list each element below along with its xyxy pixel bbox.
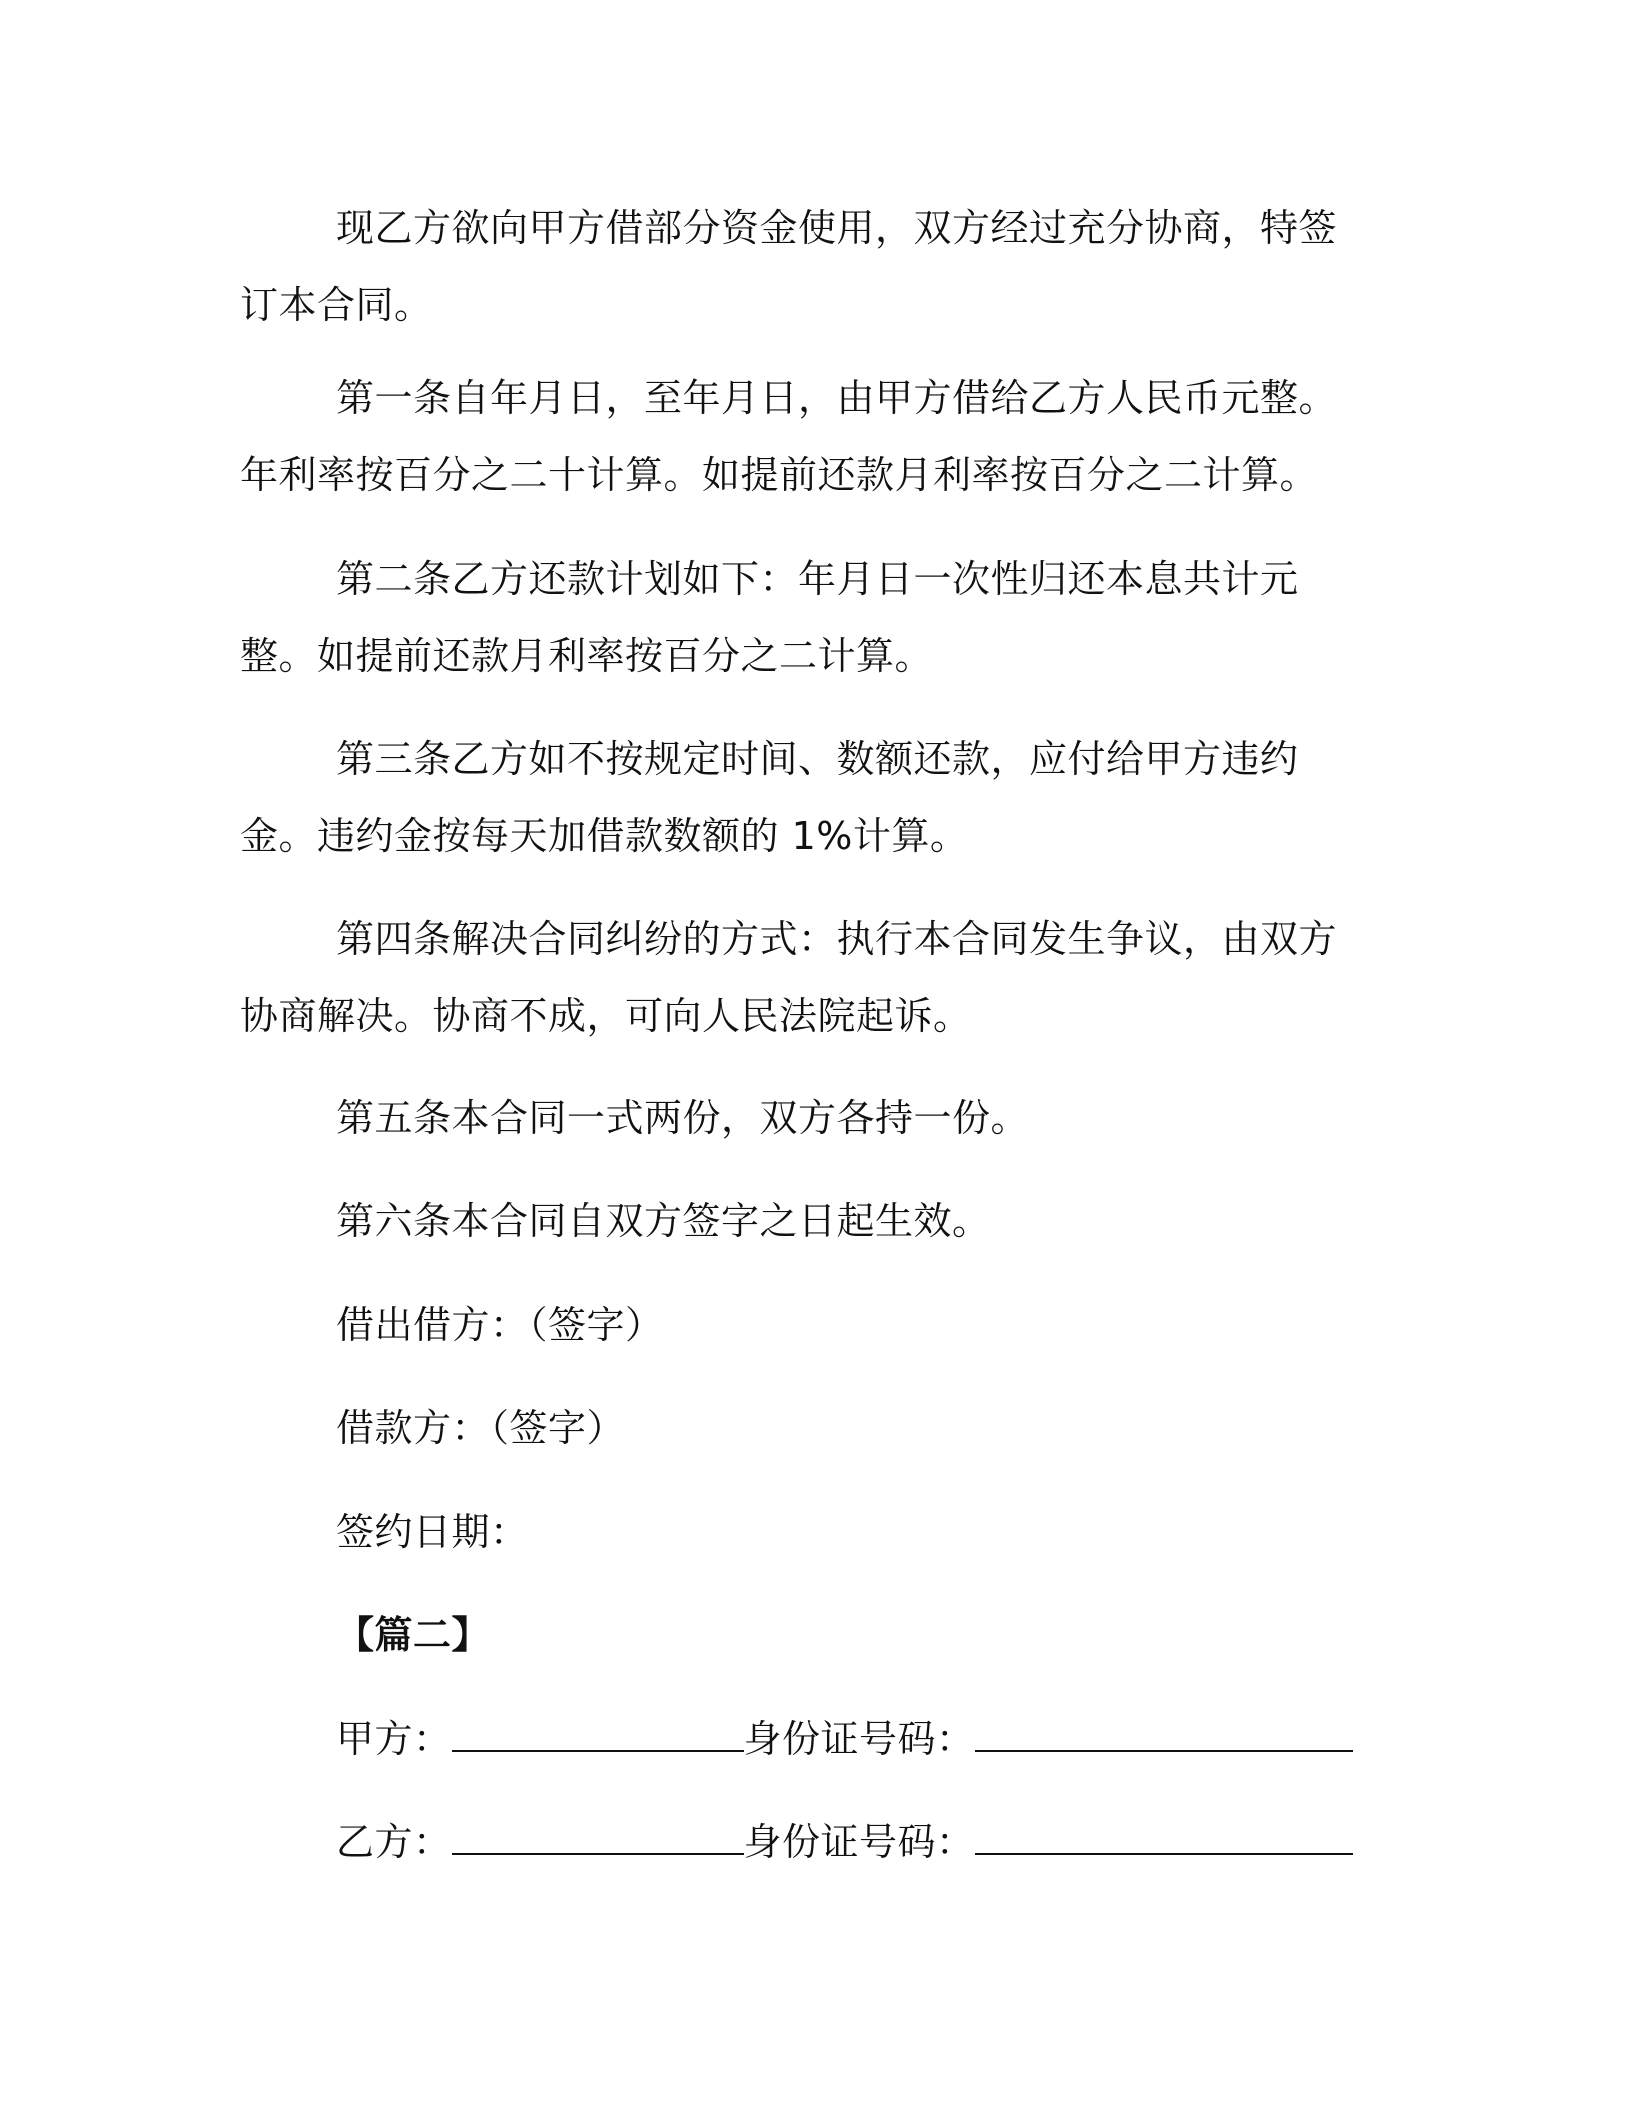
paragraph-article-6: 第六条本合同自双方签字之日起生效。 xyxy=(336,1199,991,1243)
paragraph-article-1: 第一条自年月日，至年月日，由甲方借给乙方人民币元整。年利率按百分之二十计算。如提前还款月利率按百分之二计算。 xyxy=(240,376,1338,497)
party-a-id-label: 身份证号码： xyxy=(743,1717,975,1761)
party-b-name-blank xyxy=(452,1823,744,1855)
party-a-name-blank xyxy=(452,1720,744,1752)
paragraph-article-2: 第二条乙方还款计划如下：年月日一次性归还本息共计元整。如提前还款月利率按百分之二计算。 xyxy=(240,557,1299,678)
party-b-row xyxy=(336,1817,1353,1867)
party-b-id-label: 身份证号码： xyxy=(743,1820,975,1864)
section-heading: 【篇二】 xyxy=(336,1613,491,1657)
party-a-id-blank xyxy=(975,1720,1353,1752)
lender-signature-line: 借出借方：（签字） xyxy=(336,1303,664,1347)
party-b-id-blank xyxy=(975,1823,1353,1855)
party-a-row xyxy=(336,1714,1353,1764)
party-b-label: 乙方： xyxy=(336,1820,452,1864)
paragraph-article-4: 第四条解决合同纠纷的方式：执行本合同发生争议，由双方协商解决。协商不成，可向人民法院起诉。 xyxy=(240,917,1338,1038)
paragraph-intro: 现乙方欲向甲方借部分资金使用，双方经过充分协商，特签订本合同。 xyxy=(240,206,1338,327)
paragraph-article-3: 第三条乙方如不按规定时间、数额还款，应付给甲方违约金。违约金按每天加借款数额的 1%计算。 xyxy=(240,737,1299,858)
party-a-label: 甲方： xyxy=(336,1717,452,1761)
signing-date-line: 签约日期： xyxy=(336,1510,529,1554)
paragraph-article-5: 第五条本合同一式两份，双方各持一份。 xyxy=(336,1096,1030,1140)
borrower-signature-line: 借款方：（签字） xyxy=(336,1406,626,1450)
